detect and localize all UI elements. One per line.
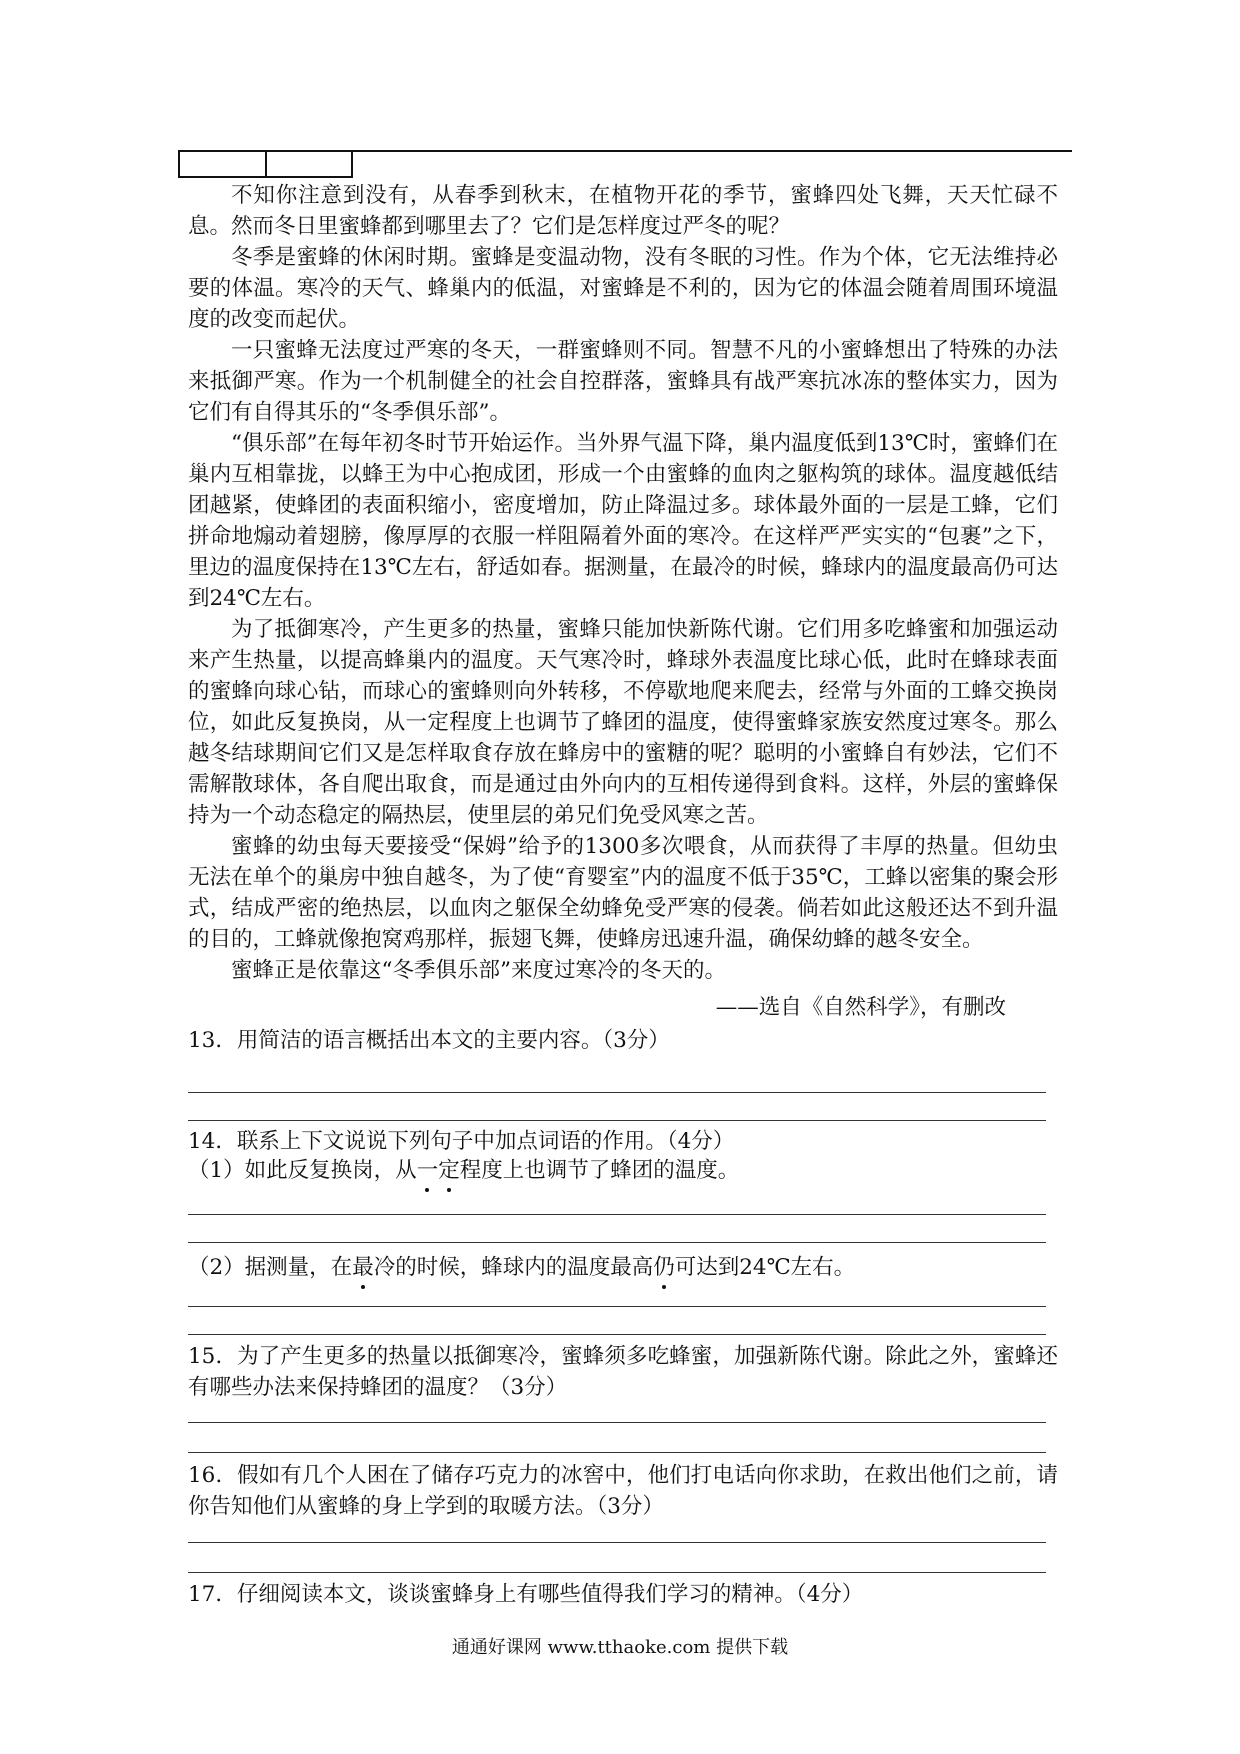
question-13: 13．用简洁的语言概括出本文的主要内容。（3分） <box>188 1028 670 1053</box>
answer-line[interactable] <box>188 1542 1046 1543</box>
question-14-2 <box>188 1252 1058 1283</box>
answer-line[interactable] <box>188 1422 1046 1423</box>
q14-2-text-after: 可达到24℃左右。 <box>674 1255 856 1280</box>
score-box <box>178 150 353 178</box>
answer-line[interactable] <box>188 1306 1046 1307</box>
paragraph: 不知你注意到没有，从春季到秋末，在植物开花的季节，蜜蜂四处飞舞，天天忙碌不息。然而冬日里蜜蜂都到哪里去了？它们是怎样度过严冬的呢？ <box>188 183 1058 239</box>
question-14: 14．联系上下文说说下列句子中加点词语的作用。（4分） <box>188 1129 735 1154</box>
page-footer: 通通好课网 www.tthaoke.com 提供下载 <box>451 1637 789 1658</box>
question-16: 16．假如有几个人困在了储存巧克力的冰窖中，他们打电话向你求助，在救出他们之前，请你告知他们从蜜蜂的身上学到的取暖方法。（3分） <box>188 1463 1058 1519</box>
paragraph: 一只蜜蜂无法度过严寒的冬天，一群蜜蜂则不同。智慧不凡的小蜜蜂想出了特殊的办法来抵御严寒。作为一个机制健全的社会自控群落，蜜蜂具有战严寒抗冰冻的整体实力，因为它们有自得其乐的“冬季俱乐部”。 <box>188 338 1058 425</box>
answer-line[interactable] <box>188 1334 1046 1335</box>
top-rule <box>353 150 1072 152</box>
grader-cell <box>265 152 352 176</box>
paragraph: 为了抵御寒冷，产生更多的热量，蜜蜂只能加快新陈代谢。它们用多吃蜂蜜和加强运动来产生热量，以提高蜂巢内的温度。天气寒冷时，蜂球外表温度比球心低，此时在蜂球表面的蜜蜂向球心钻，而球心的蜜蜂则向外转移，不停歇地爬来爬去，经常与外面的工蜂交换岗位，如此反复换岗，从一定程度上也调节了蜂团的温度，使得蜜蜂家族安然度过寒冬。那么越冬结球期间它们又是怎样取食存放在蜂房中的蜜糖的呢？聪明的小蜜蜂自有妙法，它们不需解散球体，各自爬出取食，而是通过由外向内的互相传递得到食料。这样，外层的蜜蜂保持为一个动态稳定的隔热层，使里层的弟兄们免受风寒之苦。 <box>188 617 1058 828</box>
score-cell <box>180 152 265 176</box>
dotted-char: 一 <box>417 1155 439 1186</box>
question-14-1 <box>188 1155 1058 1186</box>
answer-line[interactable] <box>188 1120 1046 1121</box>
q14-2-text-middle: 冷的时候，蜂球内的温度最高 <box>373 1255 654 1280</box>
answer-line[interactable] <box>188 1214 1046 1215</box>
paragraph: “俱乐部”在每年初冬时节开始运作。当外界气温下降，巢内温度低到13℃时，蜜蜂们在巢内互相靠拢，以蜂王为中心抱成团，形成一个由蜜蜂的血肉之躯构筑的球体。温度越低结团越紧，使蜂团的表面积缩小，密度增加，防止降温过多。球体最外面的一层是工蜂，它们拼命地煽动着翅膀，像厚厚的衣服一样阻隔着外面的寒冷。在这样严严实实的“包裹”之下，里边的温度保持在13℃左右，舒适如春。据测量，在最冷的时候，蜂球内的温度最高仍可达到24℃左右。 <box>188 431 1058 611</box>
answer-line[interactable] <box>188 1452 1046 1453</box>
paragraph: 蜜蜂的幼虫每天要接受“保姆”给予的1300多次喂食，从而获得了丰厚的热量。但幼虫无法在单个的巢房中独自越冬，为了使“育婴室”内的温度不低于35℃，工蜂以密集的聚会形式，结成严密的绝热层，以血肉之躯保全幼蜂免受严寒的侵袭。倘若如此这般还达不到升温的目的，工蜂就像抱窝鸡那样，振翅飞舞，使蜂房迅速升温，确保幼蜂的越冬安全。 <box>188 834 1058 952</box>
paragraph: 冬季是蜜蜂的休闲时期。蜜蜂是变温动物，没有冬眠的习性。作为个体，它无法维持必要的体温。寒冷的天气、蜂巢内的低温，对蜜蜂是不利的，因为它的体温会随着周围环境温度的改变而起伏。 <box>188 245 1058 332</box>
question-17: 17．仔细阅读本文，谈谈蜜蜂身上有哪些值得我们学习的精神。（4分） <box>188 1582 864 1607</box>
reading-passage <box>188 180 1058 986</box>
answer-line[interactable] <box>188 1092 1046 1093</box>
answer-line[interactable] <box>188 1242 1046 1243</box>
answer-line[interactable] <box>188 1572 1046 1573</box>
q14-1-text-after: 程度上也调节了蜂团的温度。 <box>459 1158 740 1183</box>
question-15: 15．为了产生更多的热量以抵御寒冷，蜜蜂须多吃蜂蜜，加强新陈代谢。除此之外，蜜蜂还有哪些办法来保持蜂团的温度？（3分） <box>188 1344 1058 1400</box>
dotted-char: 最 <box>352 1252 374 1283</box>
dotted-char: 仍 <box>653 1252 675 1283</box>
q14-2-text-before: （2）据测量，在 <box>188 1255 353 1280</box>
q14-1-text-before: （1）如此反复换岗，从 <box>188 1158 417 1183</box>
paragraph: 蜜蜂正是依靠这“冬季俱乐部”来度过寒冷的冬天的。 <box>231 958 726 983</box>
source-citation: ——选自《自然科学》，有删改 <box>715 995 1006 1020</box>
dotted-char: 定 <box>438 1155 460 1186</box>
